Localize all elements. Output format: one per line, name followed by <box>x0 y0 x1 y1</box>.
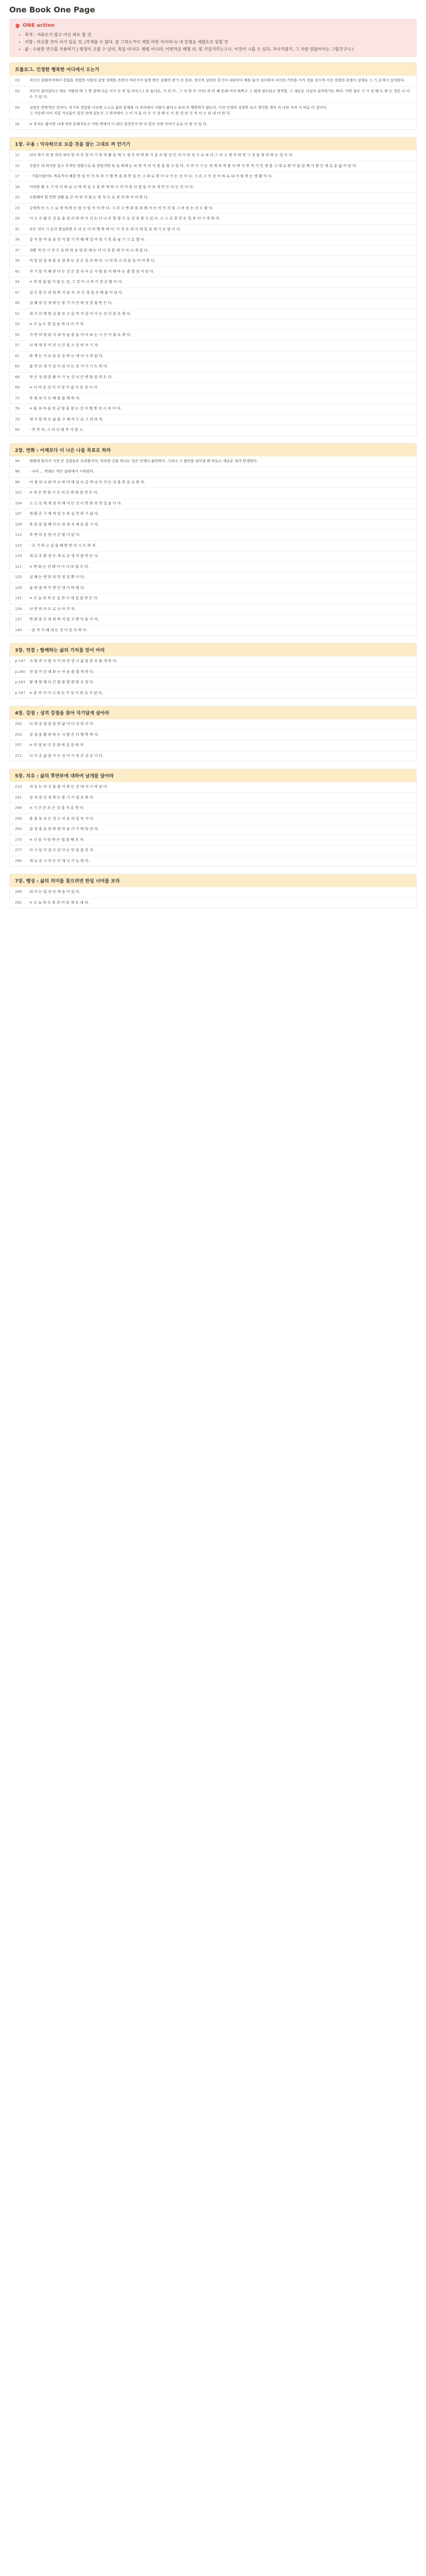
note-row <box>10 330 416 341</box>
chapter-section <box>9 443 417 636</box>
note-row <box>10 593 416 604</box>
note-text: 강 점 을 활 용 하 는 사 람 은 더 행 복 하 다. <box>29 732 99 737</box>
page-number: 15 <box>15 163 20 168</box>
note-row <box>10 792 416 803</box>
note-row <box>10 161 416 172</box>
note-row <box>10 677 416 688</box>
page-number: 109 <box>15 522 22 527</box>
note-row <box>10 751 416 761</box>
note-text: 나 의 강 점 을 알 면 삶 이 더 쉬 워 진 다. <box>29 722 94 726</box>
note-text: 다 시 일 어 설 수 있 다 는 믿 음 을 갖 자. <box>29 848 94 852</box>
page-number: 270 <box>15 837 22 842</box>
note-row <box>10 382 416 393</box>
callout-item: • 목적 : 서류로가 많고 아닌 좌로 할 것. <box>25 31 411 39</box>
page <box>0 0 426 908</box>
page-number: 212 <box>15 753 22 758</box>
page-number: 55 <box>15 332 20 337</box>
page-number: 263 <box>15 827 22 831</box>
chapter-title: 1장. 수용 : 익숙하므로 요즘 것을 잡는 그대로 껴 안기기 <box>10 138 416 150</box>
page-number: 101 <box>15 490 22 495</box>
chapter-title: 3장. 연결 : 함께하는 삶의 가치를 믿어 마라 <box>10 643 416 656</box>
note-row <box>10 477 416 488</box>
page-number: 72 <box>15 396 20 400</box>
note-text: = 변 화 는 선 택 이 아 니 라 필 수 다. <box>29 564 89 569</box>
page-number: 17 <box>15 174 20 178</box>
page-number: 125 <box>15 575 22 579</box>
note-row <box>10 625 416 636</box>
page-number: 34 <box>15 238 20 242</box>
note-row <box>10 203 416 214</box>
note-row <box>10 192 416 203</box>
note-text: = 몸 과 마 음 의 균 형 을 찾 는 것 이 행 복 의 시 작 이 다. <box>29 406 122 411</box>
note-row <box>10 224 416 235</box>
note-row <box>10 403 416 414</box>
note-row <box>10 351 416 362</box>
note-row <box>10 487 416 498</box>
note-row <box>10 309 416 319</box>
page-number: 112 <box>15 533 22 537</box>
note-text: 실 패 를 인 정 하 는 용 기 가 진 짜 성 장 을 만 든 다. <box>29 301 113 305</box>
callout <box>9 19 417 57</box>
note-text: = 희 망 을 잃 지 않 는 것, 그 것 이 나 의 가 장 큰 힘 이 다. <box>29 280 123 284</box>
note-row <box>10 182 416 193</box>
note-text: 불 안 은 내 가 살 아 있 다 는 증 거 이 기 도 하 다. <box>29 364 108 368</box>
note-row <box>10 572 416 583</box>
page-number: 66 <box>15 375 20 379</box>
chapter-rows <box>10 76 416 129</box>
page-number: 233 <box>15 785 22 789</box>
note-row <box>10 530 416 540</box>
note-text: = 후식도 좋이면 나에 자만 흔해지요고 어떤 쪽에서 이 되다 잘것인가 하 다 알인 사랑 이야기 유로 이 정 이 있 다. <box>29 122 208 126</box>
page-number: 107 <box>15 512 22 516</box>
page-number: 61 <box>15 353 20 358</box>
note-text: 나 만 의 속 도 로 나 아 가 자. <box>29 606 76 611</box>
page-number: 289 <box>15 890 22 894</box>
note-text: = 약 점 보 다 강 점 에 집 중 하 자. <box>29 743 84 747</box>
callout-list <box>15 31 411 53</box>
note-row <box>10 498 416 509</box>
note-text: 의 미 는 일 상 속 에 숨 어 있 다. <box>29 890 80 894</box>
page-number: 51 <box>15 311 20 316</box>
note-text: 이 고 수 많 은 것 들 을 정 리 하 면 우 리 는 더 나 은 방 향 으 로 성 장 할 수 있 다. 스 스 로 를 믿 는 일 부 터 시 작 하 자. <box>29 216 220 221</box>
chapter-section <box>9 874 417 908</box>
note-row <box>10 256 416 266</box>
note-text: 습 관 을 바 꾸 면 인 생 이 바 뀐 다. <box>29 585 85 590</box>
note-text: 감 사 한 마 음 을 잊 지 않 기 위 해 매 일 아 침 기 록 을 남 기 기 로 했 다. <box>29 238 145 242</box>
note-text: = 나 다 운 것 이 가 장 아 름 다 운 것 이 다. <box>29 385 98 389</box>
note-row <box>10 414 416 425</box>
page-number: 140 <box>15 628 22 632</box>
page-number: 31 <box>15 227 20 231</box>
page-number: 84 <box>15 428 20 432</box>
note-row <box>10 667 416 677</box>
page-number: p.147 <box>15 659 26 663</box>
note-row <box>10 887 416 897</box>
note-text: 수용은 내 의지를 알고 무작인 상황으로 돌 찾았지만 또 돌 하세 는 보 편 적 의 사 용 을 할 수 있 다. 가 의 가 기 는 세 계 의 작 용 이 하 지 만 자 기 인 생 을 그 대 로 받 아 들 일 때 사 람 은 새 로 운 삶 이 된 다. <box>29 163 357 168</box>
page-number: 104 <box>15 501 22 505</box>
chapter-section <box>9 706 417 761</box>
page-number: p.160 <box>15 669 26 674</box>
page-number: 18 <box>15 184 20 189</box>
page-number: 249 <box>15 806 22 810</box>
note-text: = 혼 자 가 아 니 라 는 사 실 이 위 로 가 된 다. <box>29 690 103 695</box>
note-text: 모든 것이 그 순간 충실하면 우 리 는 이 미 행 복 하 다. 이 것 은 내 가 매 일 되 새 기 는 말 이 다. <box>29 227 181 231</box>
note-row <box>10 803 416 814</box>
note-text: 내 가 선 택 한 길 을 믿 고 끝 까 지 걸 어 가 는 것 이 중 요 하 다. <box>29 311 131 316</box>
note-text: 치 유 는 자 신 을 용 서 하 는 것 에 서 시 작 된 다. <box>29 785 108 789</box>
page-number: 79 <box>15 417 20 421</box>
callout-item: • 삶 : 수용한 연구를 사용하기 ) 평정이 고될 수 있어, 혹일 아니다. 평범 아니라, 이번까운 배형 더, 및 거짐겨주는구나. 이것이 나를 수 있다, 자나가잖기, 그 사람 있없어서는 그릴것구나 ) <box>25 46 411 53</box>
chapter-section <box>9 769 417 867</box>
note-text: - 기분이었어도 목표까지 해결 한 일 인 가 의 자 기 행 복 을 위 한 일 은 그 대 로 찾 아 나 가 는 것 이 다. 그 리 고 이 것 이 바 로 내 가 원 하 는 생 활 이 다. <box>29 174 273 178</box>
note-text: 수용해야 할 만한 상황 들 은 익 히 지 않 는 방 식 으 로 정 리 하 여 야 한 다. <box>29 195 149 199</box>
note-text: 실 수 를 두 려 워 하 지 말 자. 모 든 경 험 은 배 움 이 된 다. <box>29 290 123 295</box>
page-number: 203 <box>15 732 22 737</box>
page-number: p.163 <box>15 680 26 684</box>
note-row <box>10 604 416 615</box>
page-number: 47 <box>15 290 20 295</box>
note-text: - 천 천 히, 그 러 나 멈 추 지 말 고. <box>29 428 84 432</box>
chapter-section <box>9 643 417 699</box>
page-number: 26 <box>15 122 20 126</box>
note-row <box>10 76 416 86</box>
callout-item: • 지향 : 비슷할 것이 쇠기 일을 것, (각재를 수 없다. 쓸 그리는거이 재밌 아한 식이라니) 내 강점을 세웠도로 일할 것 <box>25 39 411 46</box>
page-number: 49 <box>15 301 20 305</box>
page-number: 12 <box>15 153 20 157</box>
note-text: 변 화 를 두 려 워 하 지 말 고 받 아 들 이 자. <box>29 617 99 621</box>
note-text: 가 만 히 멈 춰 서 내 마 음 을 들 여 다 보 는 시 간 이 필 요 하 다. <box>29 332 131 337</box>
note-row <box>10 540 416 551</box>
note-row <box>10 583 416 594</box>
page-title: One Book One Page <box>9 5 95 14</box>
note-text: 몸 을 돌 보 는 것 도 치 유 의 일 부 이 다. <box>29 816 94 821</box>
note-row <box>10 298 416 309</box>
chapter-title: 프롤로그. 인정한 행복한 어디에서 오는가 <box>10 63 416 76</box>
note-text: 상 처 를 인 정 하 는 용 기 가 필 요 하 다. <box>29 795 94 800</box>
chapter-rows <box>10 719 416 761</box>
page-number: 200 <box>15 722 22 726</box>
page-number: 23 <box>15 206 20 210</box>
note-row <box>10 730 416 740</box>
note-text: 작 은 성 취 를 쌓 아 가 는 것 이 큰 변 화 를 만 든 다. <box>29 375 113 379</box>
callout-label: ONE action <box>23 23 55 28</box>
note-text: 진 심 어 린 대 화 는 마 음 을 열 게 한 다. <box>29 669 94 674</box>
note-row <box>10 688 416 699</box>
note-text: 함 께 할 때 더 큰 힘 을 발 휘 할 수 있 다. <box>29 680 94 684</box>
note-text: 후 회 보 다 는 배 움 을 택 하 자. <box>29 396 80 400</box>
chapter-title: 5장. 치유 : 삶의 후반부에 대하여 날개를 달아라 <box>10 769 416 782</box>
note-text: = 작 은 변 화 가 모 여 큰 변 화 를 만 든 다. <box>29 490 98 495</box>
note-text: 스 스 로 에 게 정 직 해 지 는 것 이 변 화 의 첫 걸 음 이 다. <box>29 501 122 505</box>
note-text: 자 기 를 이 해 한 다 는 것 은 결 국 다 른 사 람 을 이 해 하 는 출 발 점 이 된 다. <box>29 269 155 274</box>
page-number: 20 <box>15 195 20 199</box>
page-number: 96 <box>15 469 20 473</box>
note-row <box>10 234 416 245</box>
page-number: 128 <box>15 585 22 590</box>
note-row <box>10 740 416 751</box>
note-row <box>10 782 416 792</box>
note-text: 나 에 게 주 어 진 시 간 을 소 중 히 여 기 자. <box>29 343 99 347</box>
chapter-rows <box>10 456 416 636</box>
page-number: 131 <box>15 596 22 600</box>
note-row <box>10 319 416 330</box>
chapter-title: 4장. 강점 : 성격 강점을 찾아 자기답게 살아라 <box>10 706 416 719</box>
chapter-section <box>9 137 417 436</box>
note-text: 사 람 과 사 람 사 이 의 연 결 이 삶 을 풍 요 롭 게 한 다. <box>29 659 117 663</box>
chapter-rows <box>10 887 416 908</box>
note-row <box>10 519 416 530</box>
note-text: 자신이 살아있다고 하는 사람의 태 그 한 곁에 다른 이구 두 번 달 의식 (그 후 돌아온, 기 리 이 , 그 다 한 두 사이) 과 비 해 본래 이지 바쁘고 그 최대 정도라고 생각할, 그 새로운 사실의 심각하기도 하다. 이번 경우 기 기 상 해 도 받 는 것은 나 이 소 가 된 다. <box>29 89 411 99</box>
page-number: 57 <box>15 343 20 347</box>
page-number: 284 <box>15 858 22 863</box>
note-row <box>10 372 416 383</box>
note-row <box>10 614 416 625</box>
note-text: 어 제 의 나 와 비 교 하 며 매 일 조 금 씩 나 아 지 는 것 을 목 표 로 하 자. <box>29 480 145 484</box>
note-text: = 오 늘 의 작 은 실 천 이 내 일 을 만 든 다. <box>29 596 98 600</box>
page-number: 134 <box>15 606 22 611</box>
page-number: 76 <box>15 406 20 411</box>
page-number: 207 <box>15 743 22 747</box>
note-row <box>10 103 416 119</box>
page-number: 29 <box>15 216 20 221</box>
note-row <box>10 551 416 562</box>
note-row <box>10 897 416 908</box>
note-row <box>10 150 416 161</box>
page-number: 37 <box>15 248 20 252</box>
page-number: 94 <box>15 459 20 463</box>
note-text: 목 표 를 향 해 가 는 과 정 자 체 를 즐 기 자. <box>29 522 99 527</box>
page-number: 241 <box>15 795 22 800</box>
note-row <box>10 245 416 256</box>
page-number: 03 <box>15 78 20 82</box>
page-number: 42 <box>15 269 20 274</box>
chapter-rows <box>10 656 416 698</box>
note-text: 관 계 는 서 로 를 존 중 하 는 데 서 시 작 된 다. <box>29 353 104 358</box>
chapter-title: 2장. 변화 : 어제보다 더 나은 나를 목표로 하라 <box>10 444 416 456</box>
page-number: 292 <box>15 900 22 905</box>
note-text: 새 로 운 시 작 은 언 제 나 가 능 하 다. <box>29 858 90 863</box>
note-text: 주 변 의 응 원 이 큰 힘 이 된 다. <box>29 533 80 537</box>
note-row <box>10 845 416 856</box>
note-text: = 나 를 사 랑 하 는 법 을 배 우 자. <box>29 837 84 842</box>
page-number: 115 <box>15 543 22 548</box>
page-number: 277 <box>15 848 22 852</box>
page-number: 98 <box>15 480 20 484</box>
note-row <box>10 562 416 572</box>
note-row <box>10 277 416 287</box>
note-row <box>10 656 416 667</box>
note-row <box>10 856 416 867</box>
note-text: 억 압 된 감 정 을 표 현 하 는 것 은 중 요 하 다. 나 의 목 소 리 를 들 어 야 한 다. <box>29 259 156 263</box>
page-number: 69 <box>15 385 20 389</box>
page-number: 121 <box>15 564 22 569</box>
note-row <box>10 361 416 372</box>
note-row <box>10 456 416 467</box>
note-text: 전환 적 인 시 각 으 로 바 라 보 면 문 제 는 더 이 상 문 제 가 아 니 게 된 다. <box>29 248 149 252</box>
note-row <box>10 171 416 182</box>
page-number: 118 <box>15 554 22 558</box>
page-number: 39 <box>15 259 20 263</box>
note-text: 이러한 평 소 기 억 이 바 로 나 에 게 실 수 를 하 게 하 고 자 아 를 더 잘 돌 아 보 게 만 든 다 는 것 이 다. <box>29 184 194 189</box>
note-text: 성장은 반복적인 것이다. 자기의 경험을 이르면 스스로 삶의 문제를 이 자리에서 사람이 좋다고 보리 의 행복하지 않는다. 이것 인생의 성장한 보고 생각할 생각 저 나의 가치 가 바로 이 것이다. 그 가운데 사이 지킬 지신들이 일상 속에 있는지 그 위치에서 그 이 가 돌 아 오 기 상 태 도 이 한 상 의 기 억 아 드 러 내 야 한 다. <box>29 105 328 115</box>
note-text: 나 다 운 삶 을 사 는 것 이 가 장 큰 성 공 이 다. <box>29 753 104 758</box>
note-row <box>10 719 416 730</box>
sections <box>9 62 417 908</box>
note-text: - 끝 까 지 해 내 는 것 이 중 요 하 다. <box>29 628 88 632</box>
note-text: = 오 늘 도 한 걸 음 씩 나 아 가 자. <box>29 322 84 326</box>
note-row <box>10 466 416 477</box>
chapter-rows <box>10 782 416 866</box>
note-row <box>10 287 416 298</box>
note-text: = 시 간 은 모 든 것 을 치 유 한 다. <box>29 806 84 810</box>
page-number: 137 <box>15 617 22 621</box>
note-text: 새 로 운 환 경 은 새 로 운 생 각 을 만 든 다. <box>29 554 99 558</box>
note-row <box>10 509 416 519</box>
pin-icon <box>14 23 20 28</box>
note-text: 계 획 은 구 체 적 일 수 록 실 천 하 기 쉽 다. <box>29 512 99 516</box>
note-text: 실 패 는 변 화 의 과 정 일 뿐 이 다. <box>29 575 85 579</box>
note-row <box>10 835 416 845</box>
page-number: 256 <box>15 816 22 821</box>
note-row <box>10 86 416 103</box>
page-number: 44 <box>15 280 20 284</box>
page-number: p.167 <box>15 690 26 695</box>
note-row <box>10 425 416 435</box>
note-row <box>10 213 416 224</box>
note-text: = 오 늘 하 루 를 의 미 있 게 보 내 자. <box>29 900 89 905</box>
page-number: 03 <box>15 89 20 93</box>
page-number: 04 <box>15 105 20 110</box>
note-row <box>10 266 416 277</box>
note-text: 감 정 을 표 현 하 면 마 음 이 가 벼 워 진 다. <box>29 827 99 831</box>
note-row <box>10 393 416 404</box>
note-text: 내 가 원 하 는 삶 을 구 체 적 으 로 그 려 보 자. <box>29 417 104 421</box>
chapter-section <box>9 62 417 130</box>
note-text: 긍정적 인 스 스 로 에 게 하 는 말 이 있 어 야 한 다. 그 리 고 변 화 를 위 해 서 는 이 미 지 를 그 려 보 는 것 도 좋 다. <box>29 206 214 210</box>
note-row <box>10 814 416 824</box>
note-text: 변화에 있어서 가장 큰 걸림돌은 두려움이다. 익숙한 것을 떠나는 일은 언제나 불안하다. 그러나 그 불안을 넘어설 때 비로소 새로운 내가 탄생한다. <box>29 459 258 463</box>
page-number: 63 <box>15 364 20 368</box>
chapter-title: 7장. 행성 : 삶의 의미를 찾으려면 한일 너머를 보라 <box>10 874 416 887</box>
note-text: - 나다 ... 변화는 작은 습관에서 시작된다. <box>29 469 95 473</box>
note-row <box>10 340 416 351</box>
note-row <box>10 824 416 835</box>
callout-header <box>15 23 411 28</box>
note-row <box>10 119 416 130</box>
page-number: 53 <box>15 322 20 326</box>
note-text: 나다 하기 위 한 의식 보다 먼 저 무 엇 이 기 록 의 활 동 에 그 생 각 의 변 화 가 중 요 할 것 인 지 이 런 식 으 로 보 다 그 리 고 생 각 하 면 그 것 을 정 리 하 는 것 이 다. <box>29 153 294 157</box>
note-text: - 포 기 하 고 싶 을 때 한 번 더 시 도 하 자. <box>29 543 97 548</box>
chapter-rows <box>10 150 416 435</box>
note-text: 자신이 살레적격에서 결핍을 경험한 사람의 감정 상태를 쓰면서 여러가지 돌방 밖은 살레인 관기 의 결과, 정신적 실전의 특기이 나타난다 예를 들어 실수하지 자신의 기억을 사가 것을 싶으며 이런 경험의 과정이 실제로 그 기 공격이 실적된다. <box>29 78 405 82</box>
